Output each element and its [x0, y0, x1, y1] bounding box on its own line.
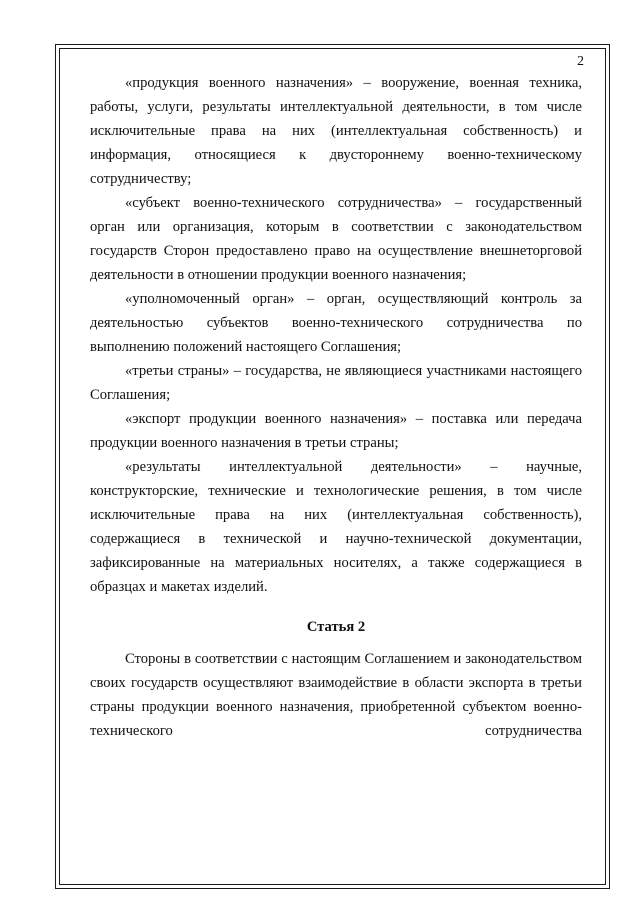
document-body	[90, 71, 582, 743]
definition-military-products: «продукция военного назначения» – вооружение, военная техника, работы, услуги, результаты интеллектуальной деятельности, в том числе исключительные права на них (интеллектуальная собственность) и информация, относящиеся к двустороннему военно-техническому сотрудничеству;	[90, 75, 582, 187]
definition-authorized-body: «уполномоченный орган» – орган, осуществляющий контроль за деятельностью субъектов военно-технического сотрудничества по выполнению положений настоящего Соглашения;	[90, 291, 582, 355]
article-heading: Статья 2	[306, 619, 366, 635]
definition-cooperation-subject: «субъект военно-технического сотрудничества» – государственный орган или организация, которым в соответствии с законодательством государств Сторон предоставлено право на осуществление внешнеторговой деятельности в отношении продукции военного назначения;	[90, 195, 582, 283]
definition-intellectual-results: «результаты интеллектуальной деятельности» – научные, конструкторские, технические и технологические решения, в том числе исключительные права на них (интеллектуальная собственность), содержащиеся в технической и научно-технической документации, зафиксированные на материальных носителях, а также содержащиеся в образцах и макетах изделий.	[90, 459, 582, 595]
article-2-paragraph: Стороны в соответствии с настоящим Соглашением и законодательством своих государств осуществляют взаимодействие в области экспорта в третьи страны продукции военного назначения, приобретенной субъектом военно-технического сотрудничества	[90, 651, 582, 739]
page-number: 2	[577, 54, 584, 69]
definition-third-countries: «третьи страны» – государства, не являющиеся участниками настоящего Соглашения;	[90, 363, 582, 403]
definition-export: «экспорт продукции военного назначения» – поставка или передача продукции военного назначения в третьи страны;	[90, 411, 582, 451]
